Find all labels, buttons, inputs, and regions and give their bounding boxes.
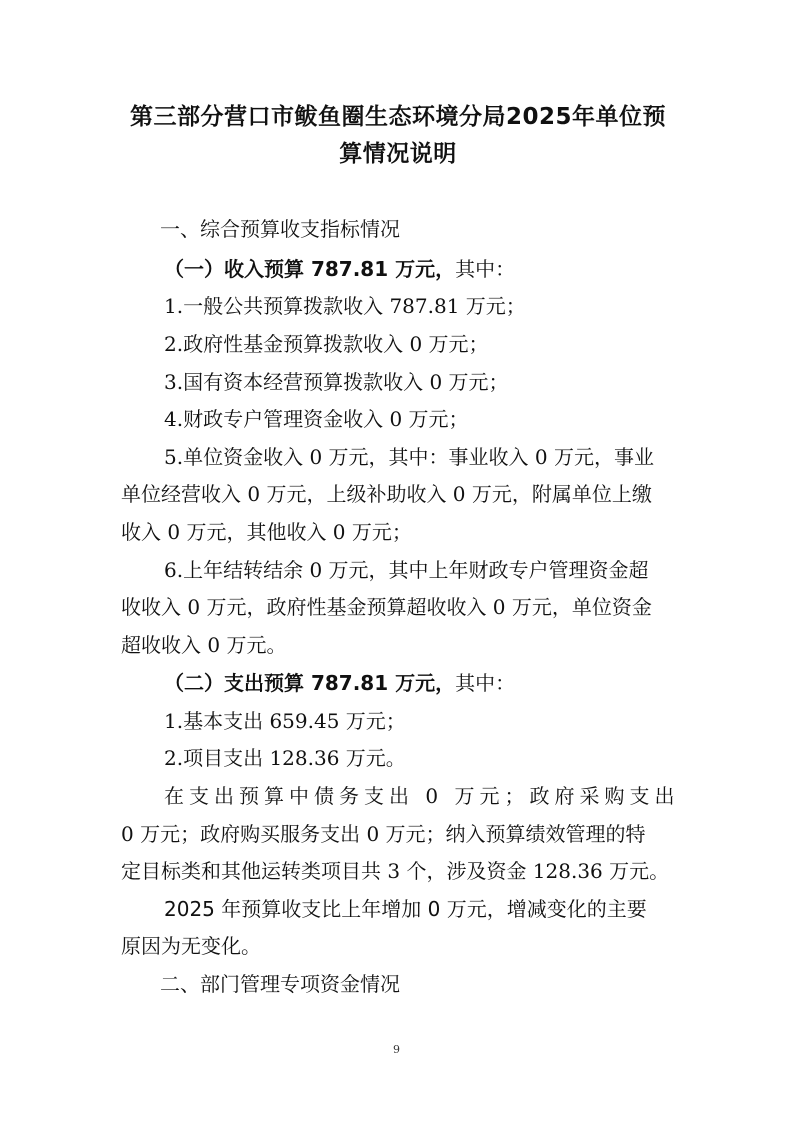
income-item-3: 3.国有资本经营预算拨款收入 0 万元； xyxy=(164,370,509,394)
document-title-line-2: 算情况说明 xyxy=(339,141,457,167)
income-item-6-line-2: 收收入 0 万元，政府性基金预算超收收入 0 万元，单位资金 xyxy=(121,595,652,619)
income-item-5-line-3: 收入 0 万元，其他收入 0 万元； xyxy=(121,520,412,544)
income-item-6-line-3: 超收收入 0 万元。 xyxy=(121,633,287,657)
income-item-2: 2.政府性基金预算拨款收入 0 万元； xyxy=(164,332,489,356)
expense-note-line-2: 0 万元；政府购买服务支出 0 万元；纳入预算绩效管理的特 xyxy=(121,822,646,846)
expense-heading-tail: 其中： xyxy=(455,671,516,695)
income-heading-bold: （一）收入预算 787.81 万元， xyxy=(164,257,456,281)
expense-heading-bold: （二）支出预算 787.81 万元， xyxy=(164,671,456,695)
page-number: 9 xyxy=(393,1043,400,1056)
income-heading-tail: 其中： xyxy=(455,257,516,281)
income-item-5-line-1: 5.单位资金收入 0 万元，其中：事业收入 0 万元，事业 xyxy=(164,445,654,469)
expense-note-line-1: 在支出预算中债务支出 0 万元；政府采购支出 xyxy=(164,784,680,808)
change-line-1: 2025 年预算收支比上年增加 0 万元，增减变化的主要 xyxy=(164,897,647,921)
income-heading xyxy=(164,259,515,279)
expense-heading xyxy=(164,673,515,693)
change-line-2: 原因为无变化。 xyxy=(121,934,261,958)
income-item-4: 4.财政专户管理资金收入 0 万元； xyxy=(164,407,469,431)
document-title-line-1: 第三部分营口市鲅鱼圈生态环境分局2025年单位预 xyxy=(129,104,666,130)
section-1-heading: 一、综合预算收支指标情况 xyxy=(160,217,400,241)
expense-item-2: 2.项目支出 128.36 万元。 xyxy=(164,746,406,770)
section-2-heading: 二、部门管理专项资金情况 xyxy=(160,972,400,996)
income-item-6-line-1: 6.上年结转结余 0 万元，其中上年财政专户管理资金超 xyxy=(164,558,649,582)
expense-item-1: 1.基本支出 659.45 万元； xyxy=(164,709,406,733)
income-item-5-line-2: 单位经营收入 0 万元，上级补助收入 0 万元，附属单位上缴 xyxy=(121,482,652,506)
expense-note-line-3: 定目标类和其他运转类项目共 3 个，涉及资金 128.36 万元。 xyxy=(121,859,670,883)
income-item-1: 1.一般公共预算拨款收入 787.81 万元； xyxy=(164,294,526,318)
